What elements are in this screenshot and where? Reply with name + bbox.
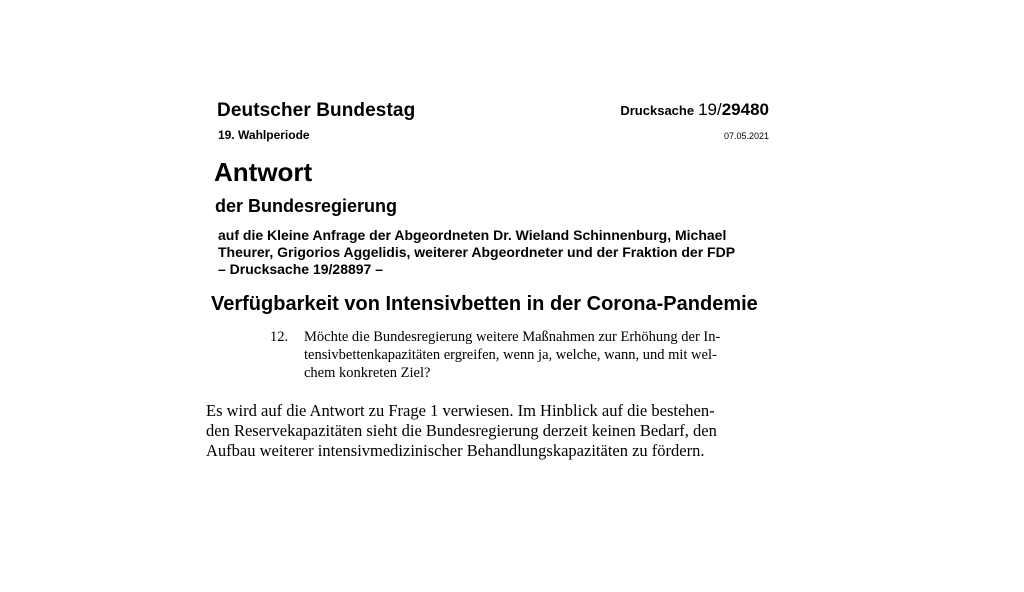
answer-paragraph [206,401,776,461]
drucksache-number-prefix: 19/ [698,100,722,119]
answer-line: den Reservekapazitäten sieht die Bundesregierung derzeit keinen Bedarf, den [206,421,717,440]
question-line: tensivbettenkapazitäten ergreifen, wenn ja, welche, wann, und mit wel- [304,347,717,363]
legislative-period: 19. Wahlperiode [218,128,310,142]
question-number: 12. [270,329,289,345]
document-date: 07.05.2021 [723,131,769,141]
document-subtitle: der Bundesregierung [215,196,398,216]
inquiry-line: Theurer, Grigorios Aggelidis, weiterer Abgeordneter und der Fraktion der FDP [218,244,736,260]
inquiry-line: – Drucksache 19/28897 – [218,261,384,277]
question-line: Möchte die Bundesregierung weitere Maßnahmen zur Erhöhung der In- [304,329,721,345]
question-line: chem konkreten Ziel? [304,365,431,381]
answer-line: Aufbau weiterer intensivmedizinischer Behandlungskapazitäten zu fördern. [206,441,705,460]
topic-heading: Verfügbarkeit von Intensivbetten in der Corona-Pandemie [211,293,758,315]
inquiry-reference [218,227,778,278]
inquiry-line: auf die Kleine Anfrage der Abgeordneten Dr. Wieland Schinnenburg, Michael [218,227,727,243]
organization-title: Deutscher Bundestag [217,100,416,121]
drucksache-label: Drucksache [620,103,695,118]
document-type-heading: Antwort [214,157,313,187]
answer-line: Es wird auf die Antwort zu Frage 1 verwiesen. Im Hinblick auf die bestehen- [206,401,715,420]
question-text [304,328,774,382]
drucksache-number-main: 29480 [721,100,769,119]
drucksache-reference [611,100,769,120]
